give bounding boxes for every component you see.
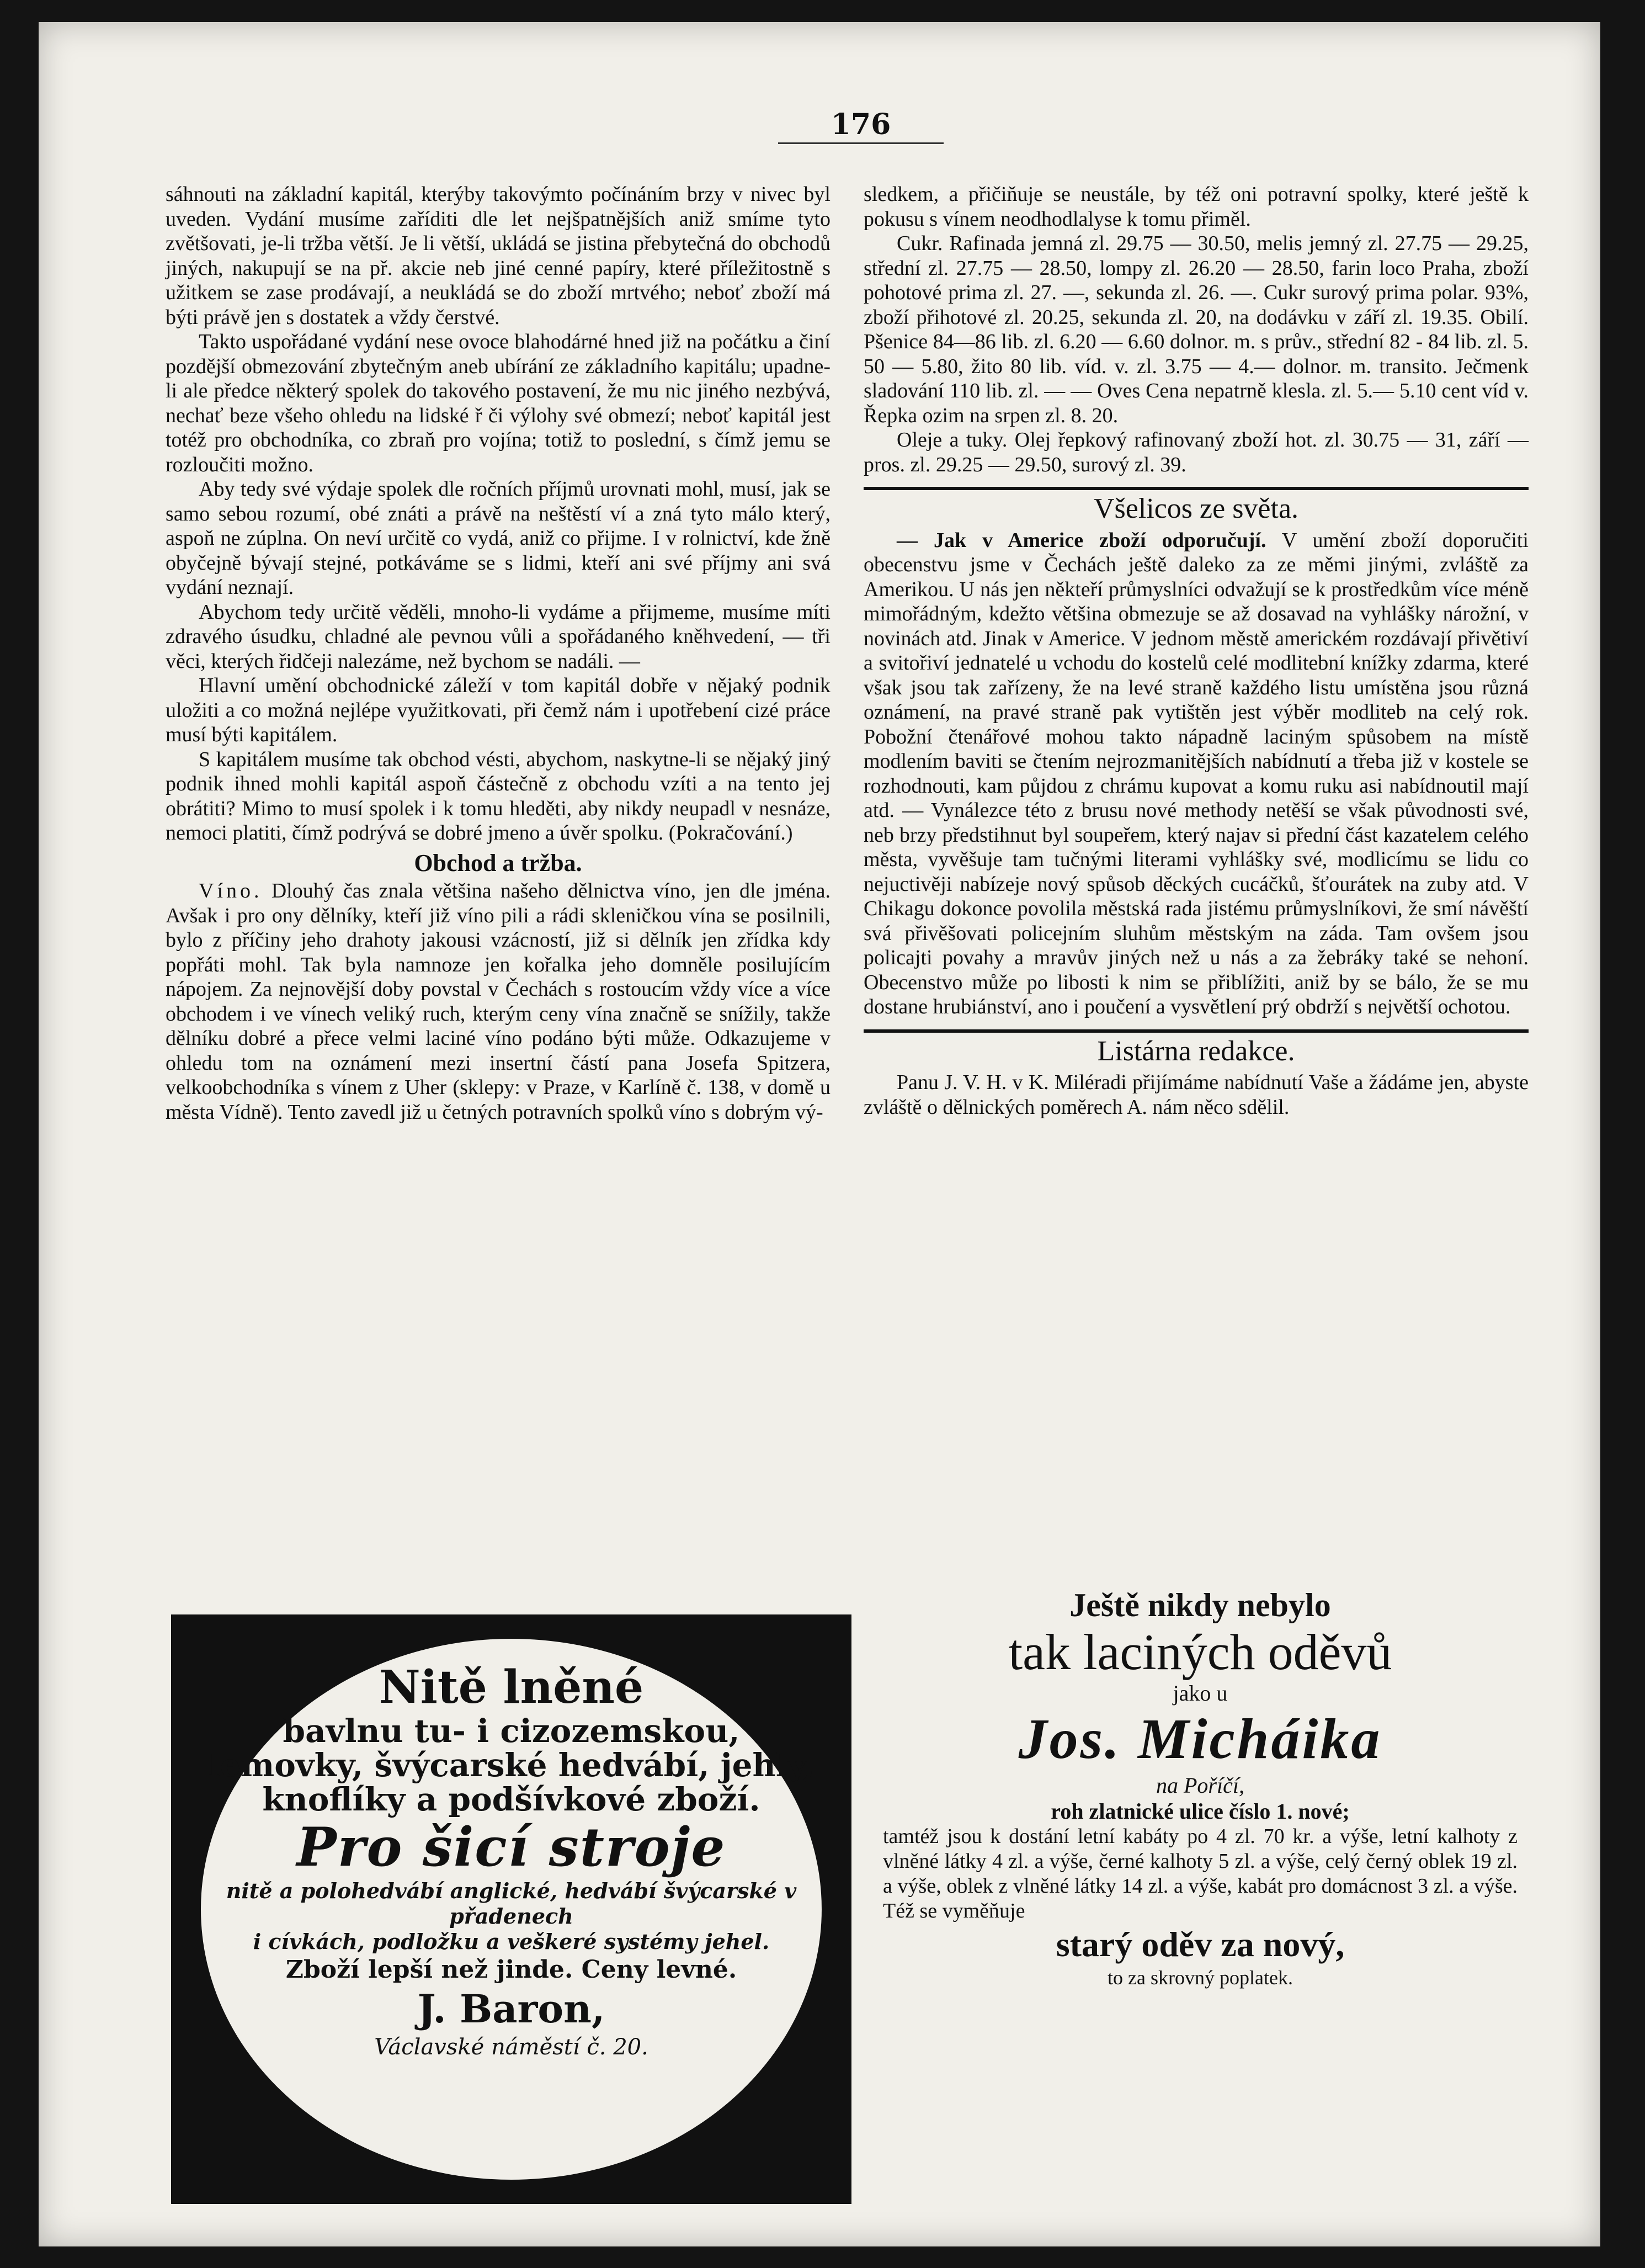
trade-lead: Víno. bbox=[199, 879, 263, 902]
paragraph-2: Takto uspořádané vydání nese ovoce blahodárné hned již na počátku a činí pozdější obmezování zbytečným aneb ubírání ze základního kapitálu; upadne-li ale předce některý spolek do takového postavení, že mu nic jiného nezbývá, nechať beze všeho ohledu na lidské ř či výlohy své obmezí; neboť kapitál jest totéž pro obchodníka, co zbraň pro vojína; totiž to poslední, s čímž jemu se rozloučiti možno. bbox=[166, 330, 831, 476]
prices-paragraph: Cukr. Rafinada jemná zl. 29.75 — 30.50, melis jemný zl. 27.75 — 29.25, střední zl. 27.75 — 28.50, lompy zl. 26.20 — 28.50, farin loco Praha, zboží pohotové prima zl. 27. —, sekunda zl. 26. —. Cukr surový prima polar. 93%, zboží přihotové zl. 20.25, sekunda zl. 20, na dodávku v září zl. 19.35. Obilí. Pšenice 84—86 lib. zl. 6.20 — 6.60 dolnor. m. s prův., střední 82 - 84 lib. zl. 5. 50 — 5.80, žito 80 lib. víd. v. zl. 3.75 — 4.— dolnor. m. transito. Ječmenk sladování 110 lib. zl. — — Oves Cena nepatrně klesla. zl. 5.— 5.10 cent víd v. Řepka ozim na srpen zl. 8. 20. bbox=[864, 232, 1529, 427]
ad-right-line2: tak laciných oděvů bbox=[1008, 1624, 1392, 1680]
world-paragraph bbox=[864, 528, 1529, 1019]
ad-left-line7: i cívkách, podložku a veškeré systémy jehel. bbox=[253, 1929, 770, 1954]
left-column bbox=[166, 182, 831, 1124]
ad-left-line5: Pro šicí stroje bbox=[296, 1816, 726, 1878]
paragraph-4: Abychom tedy určitě věděli, mnoho-li vydáme a přijmeme, musíme míti zdravého úsudku, chladné ale pevnou vůli a spořádaného kněhvedení, — tři věci, kterých řidčeji nalezáme, než bychom se nadáli. — bbox=[166, 600, 831, 673]
trade-text: Dlouhý čas znala většina našeho dělnictva víno, jen dle jména. Avšak i pro ony dělníky, kteří již víno pili a rádi skleničkou vína se posilnili, bylo z příčiny jeho drahoty jakousi vzácností, již si dělník jen zřídka kdy popřáti mohl. Tak byla namnoze jen kořalka jeho domněle posilujícím nápojem. Za nejnovější doby povstal v Čechách s rostoucím vždy více a více obchodem i ve vínech veliký ruch, kterým ceny vína značně se snížily, takže dělníku dobré a přece velmi laciné víno podáno býti může. Odkazujeme v ohledu tom na oznámení mezi insertní částí pana Josefa Spitzera, velkoobchodníka s vínem z Uher (sklepy: v Praze, v Karlíně č. 138, v domě u města Vídně). Tento zavedl již u četných potravních spolků víno s dobrým vý- bbox=[166, 879, 831, 1124]
paragraph-3: Aby tedy své výdaje spolek dle ročních příjmů urovnati mohl, musí, jak se samo sebou rozumí, obé znáti a právě na neštěstí ví a zná tyto málo který, aspoň ne zúplna. On neví určitě co vydá, aniž co přijme. I v rolnictví, kde žně obyčejně bývají stejné, potkáváme se s lidmi, kteří ani své příjmy ani svá vydání neznají. bbox=[166, 477, 831, 599]
world-text: V umění zboží doporučiti obecenstvu jsme v Čechách ještě daleko za ze měmi jinými, zvláště za Amerikou. U nás jen někteří průmyslníci odvažují se k prostředkům více méně mimořádným, kdežto většina obmezuje se až dosavad na vyhlášky nárožní, v novinách atd. Jinak v Americe. V jednom městě americkém rozdávají přivětiví a svitořiví jednatelé u vchodu do kostelů celé modlitební knížky zdarma, které však jsou tak zařízeny, že na levé straně každého listu umístěna jsou různá oznámení, na pravé straně pak vytištěn jest výběr modliteb na celý rok. Pobožní čtenářové mohou takto nápadně laciným spůsobem na místě modlením baviti se čtením nejrozmanitějších nabídnutí a třeba již v kostele se rozhodnouti, kam půjdou z chrámu kupovat a komu ruku asi nabídnoutil mají atd. — Vynálezce této z brusu nové methody netěší se však původnosti své, neb brzy předstihnut byl soupeřem, který najav si přední část kazatelem celého města, vyvěšuje tam tučnými literami vyhlášky své, modlicímu se lidu co nejuctivěji nabízeje nový spůsob děckých cucáčků, šťourátek na zuby atd. V Chikagu dokonce povolila městská rada jistému průmyslníkovi, že smí návěští svá přivěšovati policejním sluhům městským na záda. Tam ovšem jsou policajti povahy a mravův jiných než u nás a za žebráky také se nehoní. Obecenstvo může po libosti k nim se přiblížiti, aniž by se bálo, že se mu dostane hrubiánství, ano i poučení a vysvětlení prý obdrží s největší ochotou. bbox=[864, 528, 1529, 1018]
thread-advertisement bbox=[171, 1614, 851, 2204]
page-number: 176 bbox=[831, 108, 891, 141]
trade-heading: Obchod a tržba. bbox=[414, 849, 582, 877]
editor-section-title: Listárna redakce. bbox=[1097, 1035, 1295, 1067]
paragraph-5: Hlavní umění obchodnické záleží v tom kapitál dobře v nějaký podnik uložiti a co možná nejlépe využitkovati, při čemž nám i upotřebení cizé práce musí býti kapitálem. bbox=[166, 674, 831, 746]
ad-left-line10: Václavské náměstí č. 20. bbox=[374, 2035, 648, 2060]
editor-paragraph: Panu J. V. H. v K. Miléradi přijímáme nabídnutí Vaše a žádáme jen, abyste zvláště o dělnických poměrech A. nám něco sdělil. bbox=[864, 1071, 1529, 1119]
paragraph-6: S kapitálem musíme tak obchod vésti, abychom, naskytne-li se nějaký jiný podnik ihned mohli kapitál aspoň částečně z obchodu vzíti a na tento jej obrátiti? Mimo to musí spolek i k tomu hleděti, aby nikdy neupadl v nesnáze, nemoci platiti, čímž podrývá se dobré jmeno a úvěr spolku. (Pokračování.) bbox=[166, 747, 831, 844]
ad-left-line9: J. Baron, bbox=[417, 1986, 605, 2032]
paragraph-1: sáhnouti na základní kapitál, kterýby takovýmto počínáním brzy v nivec byl uveden. Vydání musíme zaříditi dle let nejšpatnějších aniž smíme tyto zvětšovati, je-li tržba větší. Je li větší, ukládá se jistina přebytečná do obchodů jiných, nakupují se na př. akcie neb jiné cenné papíry, které příležitostně s užitkem se zase prodávají, a neukládá se do zboží mrtvého; neboť zboží má býti právě jen s dostatek a vždy čerstvé. bbox=[166, 183, 831, 329]
ad-right-body: tamtéž jsou k dostání letní kabáty po 4 zl. 70 kr. a výše, letní kalhoty z vlněné látky 4 zl. a výše, černé kalhoty 5 zl. a výše, celý černý oblek 19 zl. a výše, oblek z vlněné látky 14 zl. a výše, kabát pro domácnost 3 zl. a výše. Též se vyměňuje bbox=[883, 1825, 1518, 1922]
ad-right-line8: to za skrovný poplatek. bbox=[1108, 1967, 1293, 1989]
section-rule-2 bbox=[864, 1029, 1529, 1033]
ad-left-line3: lemovky, švýcarské hedvábí, jehly, bbox=[207, 1746, 815, 1784]
ad-right-line5: na Poříčí, bbox=[1156, 1773, 1244, 1798]
trade-continued: sledkem, a přičiňuje se neustále, by též oni potravní spolky, které ještě k pokusu s vínem neodhodlalyse k tomu přiměl. bbox=[864, 183, 1529, 231]
right-column bbox=[864, 182, 1529, 1119]
ad-left-line2: bavlnu tu- i cizozemskou, bbox=[283, 1712, 740, 1750]
ad-right-line7: starý oděv za nový, bbox=[1056, 1925, 1345, 1964]
ad-right-line3: jako u bbox=[1173, 1681, 1228, 1706]
ad-oval-frame bbox=[201, 1639, 822, 2180]
ad-right-line4: Jos. Micháika bbox=[1018, 1707, 1382, 1771]
oils-paragraph: Oleje a tuky. Olej řepkový rafinovaný zboží hot. zl. 30.75 — 31, září — pros. zl. 29.25 — 29.50, surový zl. 39. bbox=[864, 428, 1529, 476]
world-lead: — Jak v Americe zboží odporučují. bbox=[897, 528, 1266, 552]
section-rule bbox=[864, 487, 1529, 490]
page-number-rule bbox=[778, 142, 944, 144]
ad-left-line4: knoflíky a podšívkové zboží. bbox=[262, 1781, 760, 1818]
clothing-advertisement bbox=[872, 1587, 1529, 2194]
ad-left-line1: Nitě lněné bbox=[379, 1661, 644, 1714]
ad-left-line6: nitě a polohedvábí anglické, hedvábí švýcarské v přadenech bbox=[226, 1878, 797, 1929]
world-section-title: Všelicos ze světa. bbox=[1093, 493, 1299, 524]
trade-paragraph bbox=[166, 879, 831, 1124]
ad-left-line8: Zboží lepší než jinde. Ceny levné. bbox=[285, 1956, 737, 1984]
ad-right-line6: roh zlatnické ulice číslo 1. nové; bbox=[1051, 1799, 1350, 1824]
ad-right-line1: Ještě nikdy nebylo bbox=[1069, 1587, 1331, 1623]
